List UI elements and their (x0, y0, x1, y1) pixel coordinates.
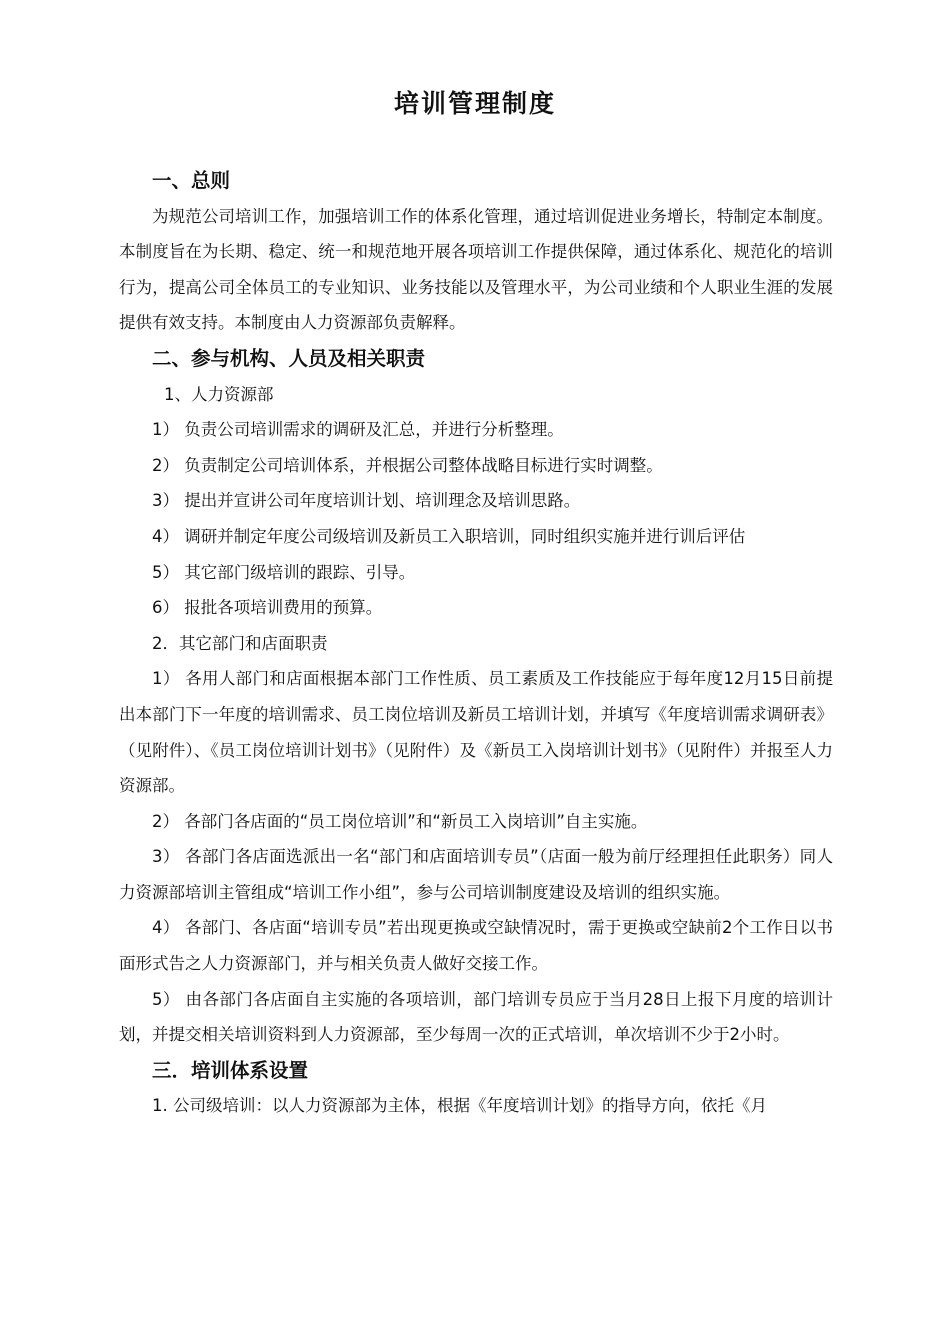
hr-item: 5） 其它部门级培训的跟踪、引导。 (152, 562, 416, 582)
section-heading-general: 一、总则 (152, 169, 231, 192)
section-heading-responsibilities: 二、参与机构、人员及相关职责 (152, 346, 426, 370)
hr-item: 2） 负责制定公司培训体系，并根据公司整体战略目标进行实时调整。 (152, 455, 663, 475)
page-title: 培训管理制度 (393, 89, 556, 118)
subheading-hr-department: 1、人力资源部 (164, 384, 274, 404)
dept-item: 4） 各部门、各店面“培训专员”若出现更换或空缺情况时，需于更换或空缺前2个工作日以书面形式告之人力资源部门，并与相关负责人做好交接工作。 (119, 918, 833, 974)
training-system-item: 1. 公司级培训：以人力资源部为主体，根据《年度培训计划》的指导方向，依托《月 (152, 1096, 767, 1116)
general-paragraph: 为规范公司培训工作，加强培训工作的体系化管理，通过培训促进业务增长，特制定本制度。本制度旨在为长期、稳定、统一和规范地开展各项培训工作提供保障，通过体系化、规范化的培训行为，提高公司全体员工的专业知识、业务技能以及管理水平，为公司业绩和个人职业生涯的发展提供有效支持。本制度由人力资源部负责解释。 (119, 206, 833, 333)
hr-item: 6） 报批各项培训费用的预算。 (152, 598, 383, 618)
dept-item: 2） 各部门各店面的“员工岗位培训”和“新员工入岗培训”自主实施。 (152, 811, 648, 831)
dept-item: 5） 由各部门各店面自主实施的各项培训，部门培训专员应于当月28日上报下月度的培训计划，并提交相关培训资料到人力资源部，至少每周一次的正式培训，单次培训不少于2小时。 (119, 989, 833, 1045)
hr-item: 1） 负责公司培训需求的调研及汇总，并进行分析整理。 (152, 420, 564, 440)
section-heading-training-system: 三．培训体系设置 (152, 1058, 309, 1082)
subheading-other-departments: 2．其它部门和店面职责 (152, 633, 328, 653)
hr-item: 4） 调研并制定年度公司级培训及新员工入职培训，同时组织实施并进行训后评估 (152, 526, 746, 546)
dept-item: 3） 各部门各店面选派出一名“部门和店面培训专员”（店面一般为前厅经理担任此职务）同人力资源部培训主管组成“培训工作小组”，参与公司培训制度建设及培训的组织实施。 (119, 847, 833, 902)
document-body (119, 163, 833, 1124)
dept-item: 1） 各用人部门和店面根据本部门工作性质、员工素质及工作技能应于每年度12月15日前提出本部门下一年度的培训需求、员工岗位培训及新员工培训计划，并填写《年度培训需求调研表》（见附件）、《员工岗位培训计划书》（见附件）及《新员工入岗培训计划书》（见附件）并报至人力资源部。 (119, 669, 833, 796)
hr-item: 3） 提出并宣讲公司年度培训计划、培训理念及培训思路。 (152, 491, 581, 511)
